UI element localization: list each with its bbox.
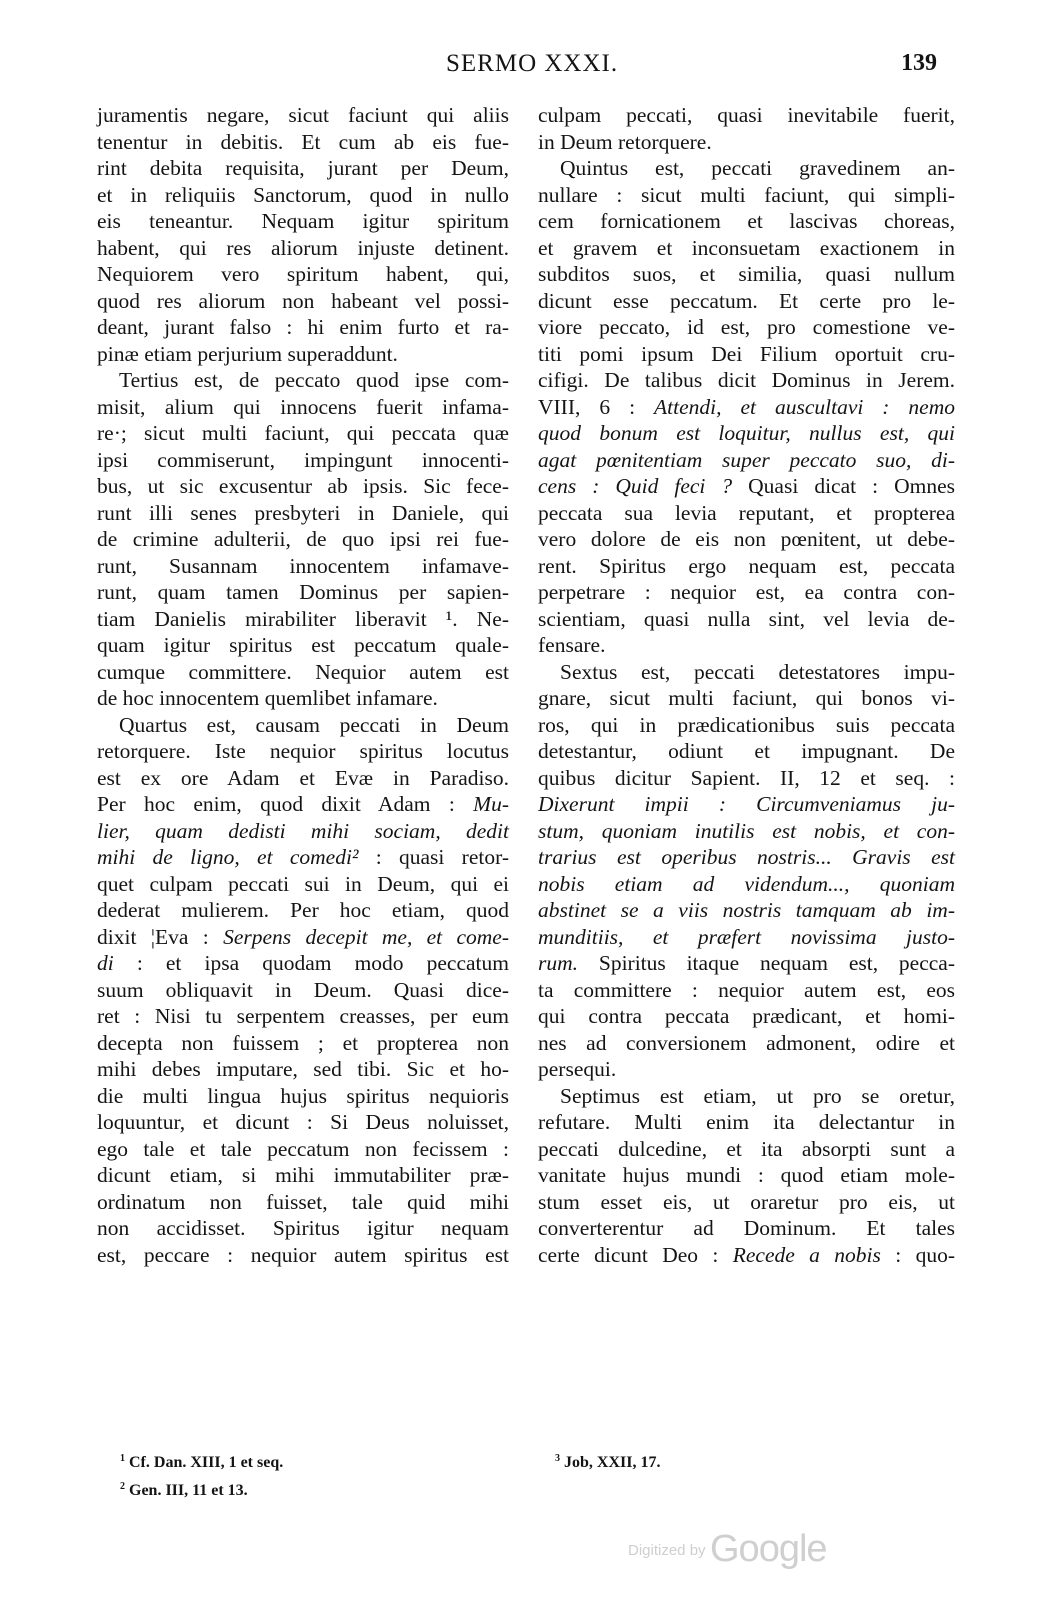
text-line: rum. Spiritus itaque nequam est, pecca-	[538, 951, 955, 975]
text-line: et in reliquiis Sanctorum, quod in nullo	[97, 182, 509, 207]
text-line: juramentis negare, sicut faciunt qui aliis	[97, 103, 509, 127]
text-line: habent, qui res aliorum injuste detinent.	[97, 235, 509, 260]
text-line: et gravem et inconsuetam exactionem in	[538, 235, 955, 260]
text-line: peccata sua levia reputant, et propterea	[538, 500, 955, 525]
text-line: quibus dicitur Sapient. II, 12 et seq. :	[538, 765, 955, 790]
text-line: rint debita requisita, jurant per Deum,	[97, 156, 509, 180]
text-line: runt, quam tamen Dominus per sapien-	[97, 580, 509, 604]
text-line: stum esset eis, ut oraretur pro eis, ut	[538, 1189, 955, 1214]
text-line: gnare, sicut multi faciunt, qui bonos vi-	[538, 686, 955, 710]
text-line: cens : Quid feci ? Quasi dicat : Omnes	[538, 474, 955, 498]
text-line: Dixerunt impii : Circumveniamus ju-	[538, 792, 955, 816]
text-line: subditos suos, et similia, quasi nullum	[538, 262, 955, 286]
digitized-watermark	[628, 1528, 827, 1571]
text-line: titi pomi ipsum Dei Filium oportuit cru-	[538, 341, 955, 366]
text-line: scientiam, quasi nulla sint, vel levia de-	[538, 606, 955, 631]
footnote	[120, 1475, 283, 1503]
footnote-text: Cf. Dan. XIII, 1 et seq.	[129, 1454, 284, 1471]
text-line: rent. Spiritus ergo nequam est, peccata	[538, 553, 955, 578]
text-line: die multi lingua hujus spiritus nequioris	[97, 1083, 509, 1108]
text-line: lier, quam dedisti mihi sociam, dedit	[97, 818, 509, 843]
text-line: Quartus est, causam peccati in Deum	[119, 712, 509, 737]
text-line: dicunt esse peccatum. Et certe pro le-	[538, 288, 955, 313]
footnote	[555, 1447, 660, 1475]
text-line: quod bonum est loquitur, nullus est, qui	[538, 421, 955, 445]
footnote-text: Gen. III, 11 et 13.	[129, 1482, 248, 1499]
text-line: cem fornicationem et lascivas choreas,	[538, 209, 955, 233]
text-line: cifigi. De talibus dicit Dominus in Jerem.	[538, 368, 955, 392]
text-line: di : et ipsa quodam modo peccatum	[97, 951, 509, 975]
text-line: mihi de ligno, et comedi² : quasi retor-	[97, 845, 509, 869]
text-line: viore peccato, id est, pro comestione ve-	[538, 315, 955, 339]
text-line: peccati dulcedine, et ita absorpti sunt a	[538, 1136, 955, 1161]
text-line: loquuntur, et dicunt : Si Deus noluisset,	[97, 1110, 509, 1134]
text-line: dicunt etiam, si mihi immutabiliter præ-	[97, 1163, 509, 1187]
text-line: culpam peccati, quasi inevitabile fuerit,	[538, 103, 955, 127]
text-line: fensare.	[538, 633, 606, 657]
footnote	[120, 1447, 283, 1475]
text-line: refutare. Multi enim ita delectantur in	[538, 1110, 955, 1134]
watermark-prefix: Digitized by	[628, 1542, 706, 1559]
text-line: est, peccare : nequior autem spiritus est	[97, 1242, 509, 1267]
text-line: perpetrare : nequior est, ea contra con-	[538, 580, 955, 604]
text-line: est ex ore Adam et Evæ in Paradiso.	[97, 765, 509, 790]
page-number: 139	[901, 50, 937, 76]
text-line: ego tale et tale peccatum non fecissem :	[97, 1136, 509, 1161]
text-line: eis teneantur. Nequam igitur spiritum	[97, 209, 509, 233]
text-line: Sextus est, peccati detestatores impu-	[560, 659, 955, 684]
footnote-mark: 1	[120, 1453, 125, 1464]
text-line: nobis etiam ad videndum..., quoniam	[538, 871, 955, 896]
text-line: deant, jurant falso : hi enim furto et ra-	[97, 315, 509, 339]
text-line: pinæ etiam perjurium superaddunt.	[97, 341, 398, 366]
footnote-text: Job, XXII, 17.	[564, 1454, 661, 1471]
text-line: cumque committere. Nequior autem est	[97, 659, 509, 684]
text-line: qui contra peccata prædicant, et homi-	[538, 1004, 955, 1028]
text-line: mihi debes imputare, sed tibi. Sic et ho-	[97, 1057, 509, 1081]
text-line: trarius est operibus nostris... Gravis est	[538, 845, 955, 869]
text-line: certe dicunt Deo : Recede a nobis : quo-	[538, 1242, 955, 1267]
running-title: SERMO XXXI.	[446, 50, 619, 77]
text-line: ret : Nisi tu serpentem creasses, per eum	[97, 1004, 509, 1028]
text-line: non accidisset. Spiritus igitur nequam	[97, 1216, 509, 1240]
text-line: converterentur ad Dominum. Et tales	[538, 1216, 955, 1240]
text-line: quet culpam peccati sui in Deum, qui ei	[97, 871, 509, 896]
watermark-brand: Google	[710, 1528, 827, 1570]
text-line: suum obliquavit in Deum. Quasi dice-	[97, 977, 509, 1002]
text-line: nullare : sicut multi faciunt, qui simpli-	[538, 182, 955, 207]
text-line: retorquere. Iste nequior spiritus locutus	[97, 739, 509, 763]
text-line: runt, Susannam innocentem infamave-	[97, 553, 509, 578]
text-line: stum, quoniam inutilis est nobis, et con-	[538, 818, 955, 843]
text-line: VIII, 6 : Attendi, et auscultavi : nemo	[538, 394, 956, 419]
text-line: vero dolore de eis non pœnitent, ut debe-	[538, 527, 955, 551]
text-line: decepta non fuissem ; et propterea non	[97, 1030, 509, 1055]
text-line: nes ad conversionem admonent, odire et	[538, 1030, 955, 1055]
text-line: detestantur, odiunt et impugnant. De	[538, 739, 955, 763]
text-line: munditiis, et præfert novissima justo-	[538, 924, 955, 949]
text-line: vanitate hujus mundi : quod etiam mole-	[538, 1163, 955, 1187]
footnotes-right	[555, 1447, 660, 1475]
text-line: dixit ¦Eva : Serpens decepit me, et come-	[97, 924, 509, 949]
text-line: Tertius est, de peccato quod ipse com-	[119, 368, 509, 392]
text-line: re·; sicut multi faciunt, qui peccata quæ	[97, 421, 509, 445]
text-line: de crimine adulterii, de quo ipsi rei fue-	[97, 527, 509, 551]
text-line: tenentur in debitis. Et cum ab eis fue-	[97, 129, 509, 154]
text-line: ordinatum non fuisset, tale quid mihi	[97, 1189, 509, 1214]
text-line: quam igitur spiritus est peccatum quale-	[97, 633, 509, 657]
text-line: ta committere : nequior autem est, eos	[538, 977, 955, 1002]
right-text-column	[538, 102, 955, 1268]
text-line: Nequiorem vero spiritum habent, qui,	[97, 262, 509, 286]
text-line: bus, ut sic excusentur ab ipsis. Sic fece-	[97, 474, 509, 498]
footnotes-left	[120, 1447, 283, 1503]
text-line: de hoc innocentem quemlibet infamare.	[97, 686, 438, 710]
footnote-mark: 3	[555, 1453, 560, 1464]
text-line: ipsi commiserunt, impingunt innocenti-	[97, 447, 509, 472]
text-line: Septimus est etiam, ut pro se oretur,	[560, 1083, 955, 1108]
footnote-mark: 2	[120, 1481, 125, 1492]
text-line: abstinet se a viis nostris tamquam ab im-	[538, 898, 955, 922]
left-text-column	[97, 102, 509, 1268]
text-line: quod res aliorum non habeant vel possi-	[97, 288, 509, 313]
text-line: persequi.	[538, 1057, 617, 1081]
text-line: Quintus est, peccati gravedinem an-	[560, 156, 955, 180]
text-line: ros, qui in prædicationibus suis peccata	[538, 712, 955, 737]
text-line: Per hoc enim, quod dixit Adam : Mu-	[97, 792, 509, 816]
text-line: tiam Danielis mirabiliter liberavit ¹. Ne-	[97, 606, 509, 631]
text-line: agat pœnitentiam super peccato suo, di-	[538, 447, 955, 472]
text-line: runt illi senes presbyteri in Daniele, qui	[97, 500, 509, 525]
text-line: dederat mulierem. Per hoc etiam, quod	[97, 898, 509, 922]
text-line: in Deum retorquere.	[538, 129, 712, 154]
page-header	[0, 50, 1063, 86]
text-line: misit, alium qui innocens fuerit infama-	[97, 394, 509, 419]
